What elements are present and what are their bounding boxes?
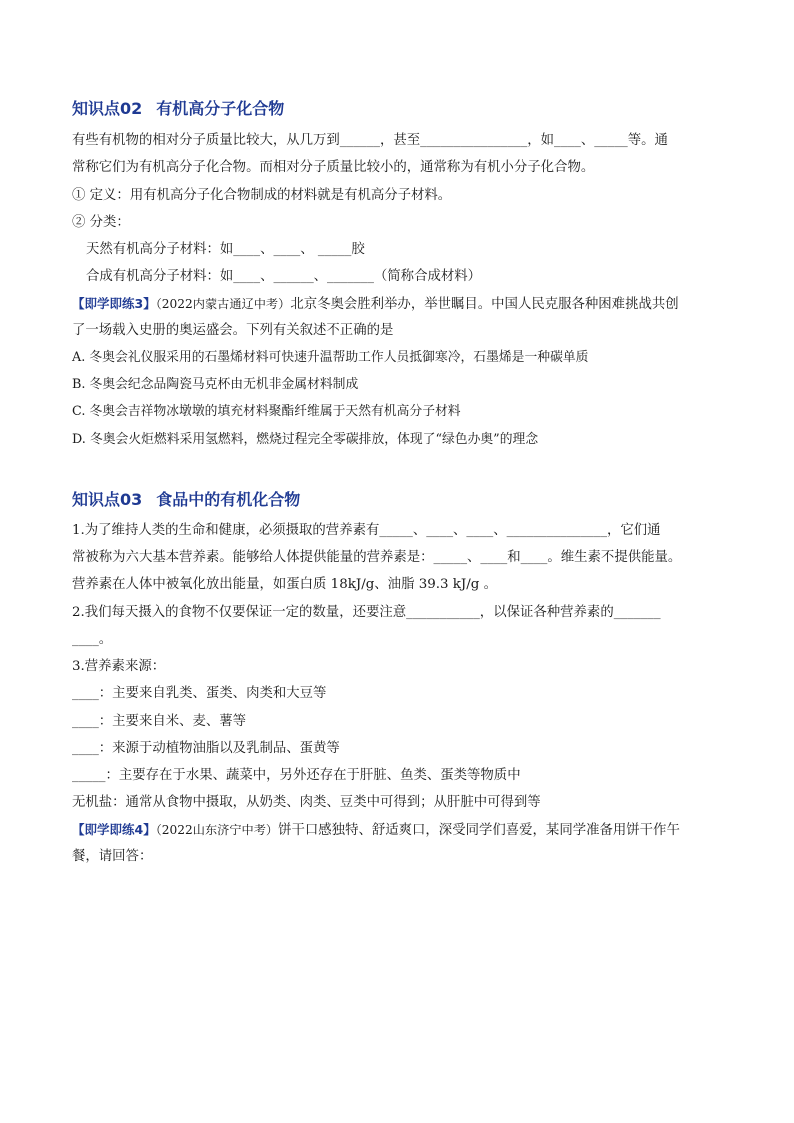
- option-c: C. 冬奥会吉祥物冰墩墩的填充材料聚酯纤维属于天然有机高分子材料: [72, 404, 461, 419]
- nutrient-source-protein: ____：主要来自乳类、蛋类、肉类和大豆等: [72, 686, 327, 701]
- option-b: B. 冬奥会纪念品陶瓷马克杯由无机非金属材料制成: [72, 377, 359, 392]
- nutrient-source-fat: ____：来源于动植物油脂以及乳制品、蛋黄等: [72, 741, 340, 756]
- section-heading-03: [72, 487, 300, 510]
- practice-label: 【即学即练3】: [72, 296, 156, 311]
- section-title: 有机高分子化合物: [156, 99, 285, 118]
- practice-text-line: 餐，请回答：: [72, 849, 153, 864]
- paragraph-line: 常称它们为有机高分子化合物。而相对分子质量比较小的，通常称为有机小分子化合物。: [72, 160, 595, 175]
- paragraph-line: 常被称为六大基本营养素。能够给人体提供能量的营养素是：_____、____和____。维生素不提供能量。: [72, 550, 682, 565]
- option-d: D. 冬奥会火炬燃料采用氢燃料，燃烧过程完全零碳排放，体现了“绿色办奥”的理念: [72, 432, 539, 447]
- nutrient-source-mineral: 无机盐：通常从食物中摄取，从奶类、肉类、豆类中可得到；从肝脏中可得到等: [72, 795, 541, 810]
- practice-question-4: [72, 820, 722, 841]
- practice-source: （2022内蒙古通辽中考）: [155, 297, 291, 311]
- natural-material-line: 天然有机高分子材料：如____、____、 _____胶: [86, 242, 365, 257]
- paragraph-line: ____。: [72, 632, 113, 647]
- paragraph-line: 1.为了维持人类的生命和健康，必须摄取的营养素有_____、____、____、_______________，它们通: [72, 523, 661, 538]
- section-heading-02: [72, 96, 284, 119]
- paragraph-line: 营养素在人体中被氧化放出能量，如蛋白质 18kJ/g、油脂 39.3 kJ/g 。: [72, 577, 497, 592]
- paragraph-line: 有些有机物的相对分子质量比较大，从几万到______，甚至________________，如____、_____等。通: [72, 133, 668, 148]
- practice-source: （2022山东济宁中考）: [155, 823, 279, 837]
- paragraph-line: 2.我们每天摄入的食物不仅要保证一定的数量，还要注意___________，以保证各种营养素的_______: [72, 605, 661, 620]
- option-a: A. 冬奥会礼仪服采用的石墨烯材料可快速升温帮助工作人员抵御寒冷，石墨烯是一种碳单质: [72, 350, 589, 365]
- nutrient-sources-title: 3.营养素来源：: [72, 659, 166, 674]
- section-number: 知识点02: [72, 99, 143, 118]
- classification-item: ② 分类：: [72, 215, 130, 230]
- section-number: 知识点03: [72, 490, 143, 509]
- definition-item: ① 定义：用有机高分子化合物制成的材料就是有机高分子材料。: [72, 188, 452, 203]
- section-title: 食品中的有机化合物: [156, 490, 301, 509]
- nutrient-source-vitamin: _____：主要存在于水果、蔬菜中，另外还存在于肝脏、鱼类、蛋类等物质中: [72, 768, 521, 783]
- nutrient-source-sugar: ____：主要来自米、麦、薯等: [72, 714, 247, 729]
- practice-text-line: 了一场载入史册的奥运盛会。下列有关叙述不正确的是: [72, 323, 394, 338]
- practice-text: 饼干口感独特、舒适爽口，深受同学们喜爱，某同学准备用饼干作午: [278, 823, 680, 838]
- practice-question-3: [72, 294, 722, 315]
- practice-label: 【即学即练4】: [72, 822, 156, 837]
- synthetic-material-line: 合成有机高分子材料：如____、______、_______（简称合成材料）: [86, 269, 482, 284]
- practice-text: 北京冬奥会胜利举办，举世瞩目。中国人民克服各种困难挑战共创: [290, 297, 679, 312]
